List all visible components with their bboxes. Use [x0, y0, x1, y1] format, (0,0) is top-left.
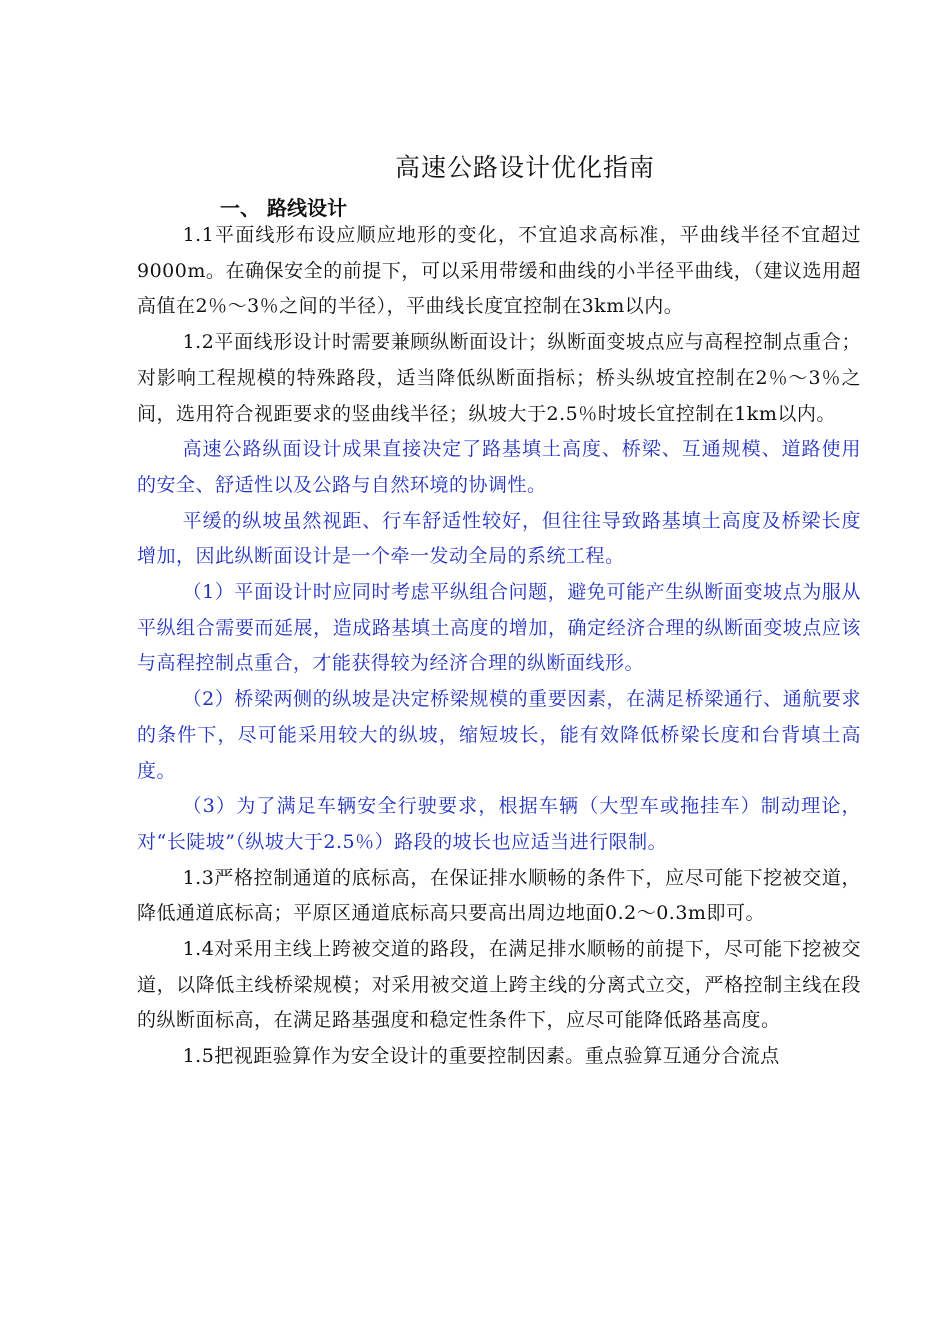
- paragraph-longitudinal-design: 高速公路纵面设计成果直接决定了路基填土高度、桥梁、互通规模、道路使用的安全、舒适性以及公路与自然环境的协调性。: [137, 438, 861, 496]
- paragraph-1-5: 1.5把视距验算作为安全设计的重要控制因素。重点验算互通分合流点: [182, 1045, 780, 1068]
- paragraph-1-4: 1.4对采用主线上跨被交道的路段，在满足排水顺畅的前提下，尽可能下挖被交道，以降低主线桥梁规模；对采用被交道上跨主线的分离式立交，严格控制主线在段的纵断面标高，在满足路基强度和稳定性条件下，应尽可能降低路基高度。: [137, 938, 861, 1032]
- paragraph-item-3: （3）为了满足车辆安全行驶要求，根据车辆（大型车或拖挂车）制动理论，对“长陡坡”（纵坡大于2.5％）路段的坡长也应适当进行限制。: [137, 795, 861, 853]
- document-body: [137, 218, 861, 1075]
- paragraph-gentle-slope: 平缓的纵坡虽然视距、行车舒适性较好，但往往导致路基填土高度及桥梁长度增加，因此纵断面设计是一个牵一发动全局的系统工程。: [137, 509, 861, 568]
- document-title: 高速公路设计优化指南: [394, 153, 655, 182]
- paragraph-item-1: （1）平面设计时应同时考虑平纵组合问题，避免可能产生纵断面变坡点为服从平纵组合需要而延展，造成路基填土高度的增加，确定经济合理的纵断面变坡点应该与高程控制点重合，才能获得较为经济合理的纵断面线形。: [137, 581, 861, 675]
- paragraph-1-1: 1.1平面线形布设应顺应地形的变化，不宜追求高标准，平曲线半径不宜超过9000m。在确保安全的前提下，可以采用带缓和曲线的小半径平曲线，（建议选用超高值在2％～3％之间的半径），平曲线长度宜控制在3km以内。: [137, 224, 861, 318]
- paragraph-item-2: （2）桥梁两侧的纵坡是决定桥梁规模的重要因素，在满足桥梁通行、通航要求的条件下，尽可能采用较大的纵坡，缩短坡长，能有效降低桥梁长度和台背填土高度。: [137, 688, 861, 782]
- paragraph-1-3: 1.3严格控制通道的底标高，在保证排水顺畅的条件下，应尽可能下挖被交道，降低通道底标高；平原区通道底标高只要高出周边地面0.2～0.3m即可。: [137, 866, 861, 925]
- paragraph-1-2: 1.2平面线形设计时需要兼顾纵断面设计；纵断面变坡点应与高程控制点重合；对影响工程规模的特殊路段，适当降低纵断面指标；桥头纵坡宜控制在2％～3％之间，选用符合视距要求的竖曲线半径；纵坡大于2.5％时坡长宜控制在1km以内。: [137, 331, 861, 425]
- section-heading: 一、 路线设计: [220, 196, 347, 220]
